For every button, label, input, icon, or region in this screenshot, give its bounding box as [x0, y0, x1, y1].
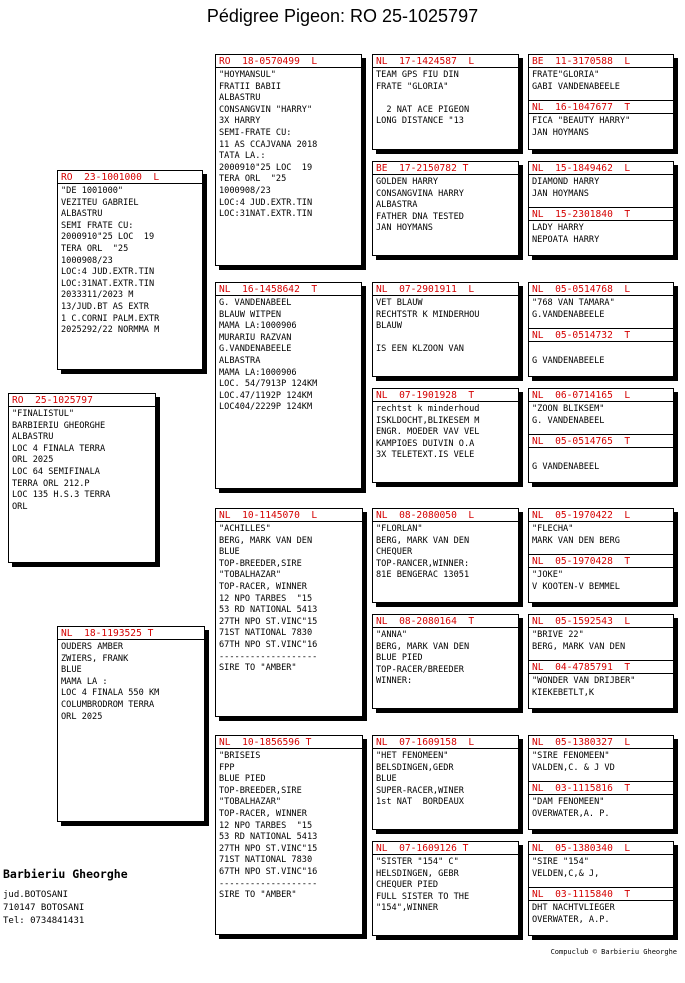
- pigeon-details: [373, 175, 518, 235]
- ring-number: NL 16-1047677 T: [529, 101, 673, 114]
- pigeon-details: [373, 749, 518, 809]
- detail-line: TEAM GPS FIU DIN: [376, 70, 459, 80]
- detail-line: COLUMBRODROM TERRA: [61, 699, 155, 710]
- detail-line: ALBASTRU: [219, 93, 261, 104]
- detail-line: 2 NAT ACE PIGEON: [376, 104, 470, 115]
- detail-line: G VANDENABEEL: [532, 461, 600, 472]
- detail-line: ALBASTRU: [12, 432, 54, 443]
- detail-line: LOC:4 JUD.EXTR.TIN: [219, 197, 313, 208]
- ring-number: RO 23-1001000 L: [58, 171, 202, 184]
- detail-line: 3X HARRY: [219, 116, 261, 127]
- detail-line: OVERWATER,A. P.: [532, 808, 610, 819]
- pigeon-card-sire[interactable]: [57, 170, 203, 370]
- detail-line: JAN HOYMANS: [376, 223, 433, 234]
- pigeon-card-gggp-pair-8[interactable]: [528, 841, 674, 936]
- pigeon-details: [373, 296, 518, 356]
- detail-line: "FINALISTUL": [12, 409, 75, 419]
- detail-line: "SIRE FENOMEEN": [532, 751, 610, 761]
- detail-line: BLUE PIED: [376, 653, 423, 664]
- detail-line: G.VANDENABEELE: [532, 309, 605, 320]
- owner-block: [3, 867, 128, 928]
- pigeon-details: [529, 114, 673, 139]
- detail-line: TERA ORL "25: [61, 243, 129, 254]
- ring-number: NL 18-1193525 T: [58, 627, 204, 640]
- detail-line: 2033311/2023 M: [61, 290, 134, 301]
- pigeon-details: [216, 296, 361, 414]
- detail-line: LOC.47/1192P 124KM: [219, 390, 313, 401]
- detail-line: FPP: [219, 762, 235, 773]
- detail-line: 53 RD NATIONAL 5413: [219, 605, 318, 616]
- detail-line: TOP-BREEDER,SIRE: [219, 558, 302, 569]
- ring-number: NL 06-0714165 L: [529, 389, 673, 402]
- footer-credit: Compuclub © Barbieriu Gheorghe: [550, 948, 677, 956]
- detail-line: [376, 93, 515, 105]
- detail-line: 67TH NPO ST.VINC"16: [219, 866, 318, 877]
- detail-line: CHEQUER: [376, 547, 413, 558]
- detail-line: "ACHILLES": [219, 524, 271, 534]
- owner-city: 710147 BOTOSANI: [3, 903, 85, 913]
- owner-phone: Tel: 0734841431: [3, 916, 85, 926]
- detail-line: FICA "BEAUTY HARRY": [532, 116, 631, 126]
- detail-line: OUDERS AMBER: [61, 642, 124, 652]
- pigeon-card-dam[interactable]: [57, 626, 205, 822]
- pigeon-card-ggp2[interactable]: [372, 161, 519, 256]
- detail-line: BLUE: [61, 665, 82, 676]
- detail-line: "768 VAN TAMARA": [532, 298, 615, 308]
- detail-line: ORL 2025: [61, 711, 103, 722]
- owner-county: jud.BOTOSANI: [3, 890, 69, 900]
- detail-line: KIEKEBETLT,K: [532, 687, 595, 698]
- pigeon-details: [373, 855, 518, 915]
- detail-line: 1000908/23: [219, 185, 271, 196]
- detail-line: 53 RD NATIONAL 5413: [219, 832, 318, 843]
- pigeon-card-ggp4[interactable]: [372, 388, 519, 483]
- detail-line: OVERWATER, A.P.: [532, 914, 610, 925]
- detail-line: JAN HOYMANS: [532, 188, 589, 199]
- pigeon-details: [529, 674, 673, 699]
- detail-line: [532, 344, 670, 356]
- ring-number: BE 11-3170588 L: [529, 55, 673, 68]
- detail-line: SEMI-FRATE CU:: [219, 127, 292, 138]
- detail-line: BERG, MARK VAN DEN: [376, 641, 470, 652]
- detail-line: "SIRE "154": [532, 857, 589, 867]
- pigeon-card-ggp3[interactable]: [372, 282, 519, 377]
- detail-line: "BRISEIS: [219, 751, 261, 761]
- detail-line: RECHTSTR K MINDERHOU: [376, 309, 480, 320]
- detail-line: 3X TELETEXT.IS VELE: [376, 450, 475, 461]
- detail-line: DHT NACHTVLIEGER: [532, 903, 615, 913]
- pigeon-card-gs1[interactable]: [215, 54, 362, 266]
- detail-line: CHEQUER PIED: [376, 880, 439, 891]
- detail-line: TERA ORL "25: [219, 174, 287, 185]
- detail-line: HELSDINGEN, GEBR: [376, 868, 459, 879]
- pigeon-details: [529, 221, 673, 246]
- pigeon-card-gggp-pair-1[interactable]: [528, 54, 674, 150]
- ring-number: NL 15-2301840 T: [529, 208, 673, 221]
- detail-line: "FLORLAN": [376, 524, 423, 534]
- pigeon-card-subject[interactable]: [8, 393, 156, 563]
- detail-line: rechtst k minderhoud: [376, 404, 480, 414]
- ring-number: NL 04-4785791 T: [529, 661, 673, 674]
- pigeon-details: [529, 568, 673, 593]
- detail-line: CONSANGVINA HARRY: [376, 188, 464, 199]
- pigeon-card-ggp6[interactable]: [372, 614, 519, 709]
- pigeon-card-gggp-pair-3[interactable]: [528, 282, 674, 377]
- detail-line: DIAMOND HARRY: [532, 177, 600, 187]
- ring-number: RO 25-1025797: [9, 394, 155, 407]
- detail-line: "ZOON BLIKSEM": [532, 404, 605, 414]
- pigeon-details: [529, 901, 673, 926]
- detail-line: "WONDER VAN DRIJBER": [532, 676, 636, 686]
- detail-line: TOP-BREEDER,SIRE: [219, 785, 302, 796]
- ring-number: NL 05-1970428 T: [529, 555, 673, 568]
- owner-name: Barbieriu Gheorghe: [3, 867, 128, 881]
- detail-line: TATA LA.:: [219, 151, 266, 162]
- detail-line: LOC. 54/7913P 124KM: [219, 379, 318, 390]
- detail-line: MAMA LA:1000906: [219, 321, 297, 332]
- detail-line: "HET FENOMEEN": [376, 751, 449, 761]
- detail-line: G. VANDENABEEL: [219, 298, 292, 308]
- ring-number: NL 07-1901928 T: [373, 389, 518, 402]
- ring-number: NL 07-1609126 T: [373, 842, 518, 855]
- detail-line: "TOBALHAZAR": [219, 570, 282, 581]
- detail-line: BLUE: [219, 547, 240, 558]
- detail-line: VEZITEU GABRIEL: [61, 197, 139, 208]
- pigeon-card-ggp5[interactable]: [372, 508, 519, 603]
- pigeon-card-gggp-pair-7[interactable]: [528, 735, 674, 830]
- ring-number: NL 05-1970422 L: [529, 509, 673, 522]
- detail-line: TERRA ORL 212.P: [12, 478, 90, 489]
- detail-line: ORL 2025: [12, 455, 54, 466]
- detail-line: FATHER DNA TESTED: [376, 211, 464, 222]
- detail-line: MAMA LA:1000906: [219, 367, 297, 378]
- detail-line: 12 NPO TARBES "15: [219, 593, 313, 604]
- detail-line: MURARIU RAZVAN: [219, 332, 292, 343]
- ring-number: RO 18-0570499 L: [216, 55, 361, 68]
- ring-number: NL 05-1380340 L: [529, 842, 673, 855]
- pigeon-details: [373, 402, 518, 462]
- ring-number: NL 03-1115840 T: [529, 888, 673, 901]
- detail-line: 81E BENGERAC 13051: [376, 570, 470, 581]
- detail-line: BLUE: [376, 774, 397, 785]
- ring-number: NL 05-1592543 L: [529, 615, 673, 628]
- detail-line: G.VANDENABEELE: [219, 344, 292, 355]
- detail-line: "JOKE": [532, 570, 564, 580]
- detail-line: LOC:31NAT.EXTR.TIN: [219, 209, 313, 220]
- pigeon-card-gggp-pair-6[interactable]: [528, 614, 674, 709]
- detail-line: LADY HARRY: [532, 223, 584, 233]
- detail-line: SIRE TO "AMBER": [219, 663, 297, 674]
- pigeon-details: [373, 522, 518, 582]
- detail-line: 13/JUD.BT AS EXTR: [61, 301, 149, 312]
- ring-number: NL 16-1458642 T: [216, 283, 361, 296]
- ring-number: NL 05-0514768 L: [529, 283, 673, 296]
- ring-number: NL 05-1380327 L: [529, 736, 673, 749]
- detail-line: CONSANGVIN "HARRY": [219, 104, 313, 115]
- ring-number: NL 07-2901911 L: [373, 283, 518, 296]
- detail-line: TOP-RACER/BREEDER: [376, 664, 464, 675]
- ring-number: NL 03-1115816 T: [529, 782, 673, 795]
- ring-number: NL 05-0514765 T: [529, 435, 673, 448]
- detail-line: 67TH NPO ST.VINC"16: [219, 639, 318, 650]
- detail-line: FRATII BABII: [219, 81, 282, 92]
- detail-line: ISKLDOCHT,BLIKESEM M: [376, 415, 480, 426]
- detail-line: "BRIVE 22": [532, 630, 584, 640]
- detail-line: TOP-RACER, WINNER: [219, 581, 307, 592]
- detail-line: 2000910"25 LOC 19: [219, 162, 313, 173]
- ring-number: NL 17-1424587 L: [373, 55, 518, 68]
- detail-line: BLAUW WITPEN: [219, 309, 282, 320]
- detail-line: BERG, MARK VAN DEN: [532, 641, 626, 652]
- pigeon-details: [216, 522, 362, 675]
- pigeon-details: [529, 402, 673, 427]
- detail-line: LOC 4 FINALA TERRA: [12, 443, 106, 454]
- ring-number: NL 10-1145070 L: [216, 509, 362, 522]
- pigeon-details: [58, 640, 204, 723]
- detail-line: 71ST NATIONAL 7830: [219, 855, 313, 866]
- detail-line: [532, 450, 670, 462]
- pigeon-details: [529, 342, 673, 367]
- pigeon-details: [529, 68, 673, 93]
- page-title: Pédigree Pigeon: RO 25-1025797: [206, 6, 479, 26]
- detail-line: FRATE"GLORIA": [532, 70, 600, 80]
- pigeon-details: [216, 749, 362, 902]
- pigeon-details: [529, 628, 673, 653]
- detail-line: "DAM FENOMEEN": [532, 797, 605, 807]
- pigeon-details: [9, 407, 155, 513]
- pigeon-details: [373, 628, 518, 688]
- detail-line: LOC:4 JUD.EXTR.TIN: [61, 267, 155, 278]
- detail-line: 2025292/22 NORMMA M: [61, 325, 160, 336]
- detail-line: MAMA LA :: [61, 676, 108, 687]
- pigeon-details: [529, 795, 673, 820]
- detail-line: VELDEN,C,& J,: [532, 868, 600, 879]
- detail-line: JAN HOYMANS: [532, 127, 589, 138]
- detail-line: 27TH NPO ST.VINC"15: [219, 843, 318, 854]
- ring-number: NL 10-1856596 T: [216, 736, 362, 749]
- pigeon-card-ggp1[interactable]: [372, 54, 519, 150]
- pigeon-details: [529, 855, 673, 880]
- detail-line: ZWIERS, FRANK: [61, 653, 129, 664]
- detail-line: "DE 1001000": [61, 186, 124, 196]
- detail-line: SEMI FRATE CU:: [61, 220, 134, 231]
- detail-line: LOC 4 FINALA 550 KM: [61, 688, 160, 699]
- ring-number: NL 08-2080164 T: [373, 615, 518, 628]
- detail-line: G VANDENABEELE: [532, 355, 605, 366]
- pigeon-card-gggp-pair-5[interactable]: [528, 508, 674, 603]
- detail-line: 1st NAT BORDEAUX: [376, 797, 464, 808]
- detail-line: GOLDEN HARRY: [376, 177, 439, 187]
- pigeon-details: [216, 68, 361, 221]
- detail-line: [376, 333, 515, 345]
- pigeon-details: [529, 175, 673, 200]
- pigeon-card-gggp-pair-4[interactable]: [528, 388, 674, 483]
- pigeon-card-ggp7[interactable]: [372, 735, 519, 830]
- detail-line: BARBIERIU GHEORGHE: [12, 420, 106, 431]
- detail-line: BERG, MARK VAN DEN: [376, 535, 470, 546]
- detail-line: "154",WINNER: [376, 903, 439, 914]
- detail-line: 11 AS CCAJVANA 2018: [219, 139, 318, 150]
- ring-number: NL 07-1609158 L: [373, 736, 518, 749]
- detail-line: 27TH NPO ST.VINC"15: [219, 616, 318, 627]
- pigeon-card-gd2[interactable]: [215, 735, 363, 935]
- detail-line: IS EEN KLZOON VAN: [376, 344, 464, 355]
- detail-line: -------------------: [219, 878, 318, 889]
- detail-line: LOC 135 H.S.3 TERRA: [12, 490, 111, 501]
- ring-number: NL 08-2080050 L: [373, 509, 518, 522]
- detail-line: FULL SISTER TO THE: [376, 891, 470, 902]
- detail-line: KAMPIOES DUIVIN O.A: [376, 438, 475, 449]
- detail-line: ALBASTRA: [219, 355, 261, 366]
- pigeon-card-ggp8[interactable]: [372, 841, 519, 936]
- detail-line: TOP-RACER, WINNER: [219, 808, 307, 819]
- detail-line: 71ST NATIONAL 7830: [219, 628, 313, 639]
- detail-line: LOC404/2229P 124KM: [219, 402, 313, 413]
- detail-line: FRATE "GLORIA": [376, 81, 449, 92]
- detail-line: -------------------: [219, 651, 318, 662]
- ring-number: NL 15-1849462 L: [529, 162, 673, 175]
- detail-line: ALBASTRA: [376, 200, 418, 211]
- detail-line: ALBASTRU: [61, 209, 103, 220]
- detail-line: NEPOATA HARRY: [532, 234, 600, 245]
- pigeon-details: [529, 448, 673, 473]
- pigeon-card-gs2[interactable]: [215, 508, 363, 717]
- detail-line: "HOYMANSUL": [219, 70, 276, 80]
- detail-line: 2000910"25 LOC 19: [61, 232, 155, 243]
- detail-line: "TOBALHAZAR": [219, 797, 282, 808]
- detail-line: BLUE PIED: [219, 774, 266, 785]
- detail-line: "FLECHA": [532, 524, 574, 534]
- detail-line: BLAUW: [376, 321, 402, 332]
- detail-line: ENGR. MOEDER VAV VEL: [376, 427, 480, 438]
- detail-line: BERG, MARK VAN DEN: [219, 535, 313, 546]
- detail-line: 12 NPO TARBES "15: [219, 820, 313, 831]
- detail-line: MARK VAN DEN BERG: [532, 535, 620, 546]
- detail-line: WINNER:: [376, 676, 413, 687]
- detail-line: BELSDINGEN,GEDR: [376, 762, 454, 773]
- pigeon-details: [529, 749, 673, 774]
- detail-line: TOP-RANCER,WINNER:: [376, 558, 470, 569]
- detail-line: ORL: [12, 501, 28, 512]
- detail-line: LOC:31NAT.EXTR.TIN: [61, 278, 155, 289]
- detail-line: 1000908/23: [61, 255, 113, 266]
- detail-line: VALDEN,C. & J VD: [532, 762, 615, 773]
- detail-line: "ANNA": [376, 630, 408, 640]
- detail-line: V KOOTEN-V BEMMEL: [532, 581, 620, 592]
- detail-line: 1 C.CORNI PALM.EXTR: [61, 313, 160, 324]
- detail-line: "SISTER "154" C": [376, 857, 459, 867]
- ring-number: NL 05-0514732 T: [529, 329, 673, 342]
- detail-line: VET BLAUW: [376, 298, 423, 308]
- ring-number: BE 17-2150782 T: [373, 162, 518, 175]
- pigeon-card-gggp-pair-2[interactable]: [528, 161, 674, 256]
- pigeon-details: [373, 68, 518, 128]
- detail-line: LONG DISTANCE "13: [376, 116, 464, 127]
- detail-line: G. VANDENABEEL: [532, 415, 605, 426]
- pigeon-details: [529, 522, 673, 547]
- detail-line: GABI VANDENABEELE: [532, 81, 620, 92]
- detail-line: LOC 64 SEMIFINALA: [12, 466, 100, 477]
- pigeon-details: [58, 184, 202, 337]
- pigeon-details: [529, 296, 673, 321]
- detail-line: SUPER-RACER,WINER: [376, 785, 464, 796]
- pigeon-card-gd1[interactable]: [215, 282, 362, 489]
- detail-line: SIRE TO "AMBER": [219, 890, 297, 901]
